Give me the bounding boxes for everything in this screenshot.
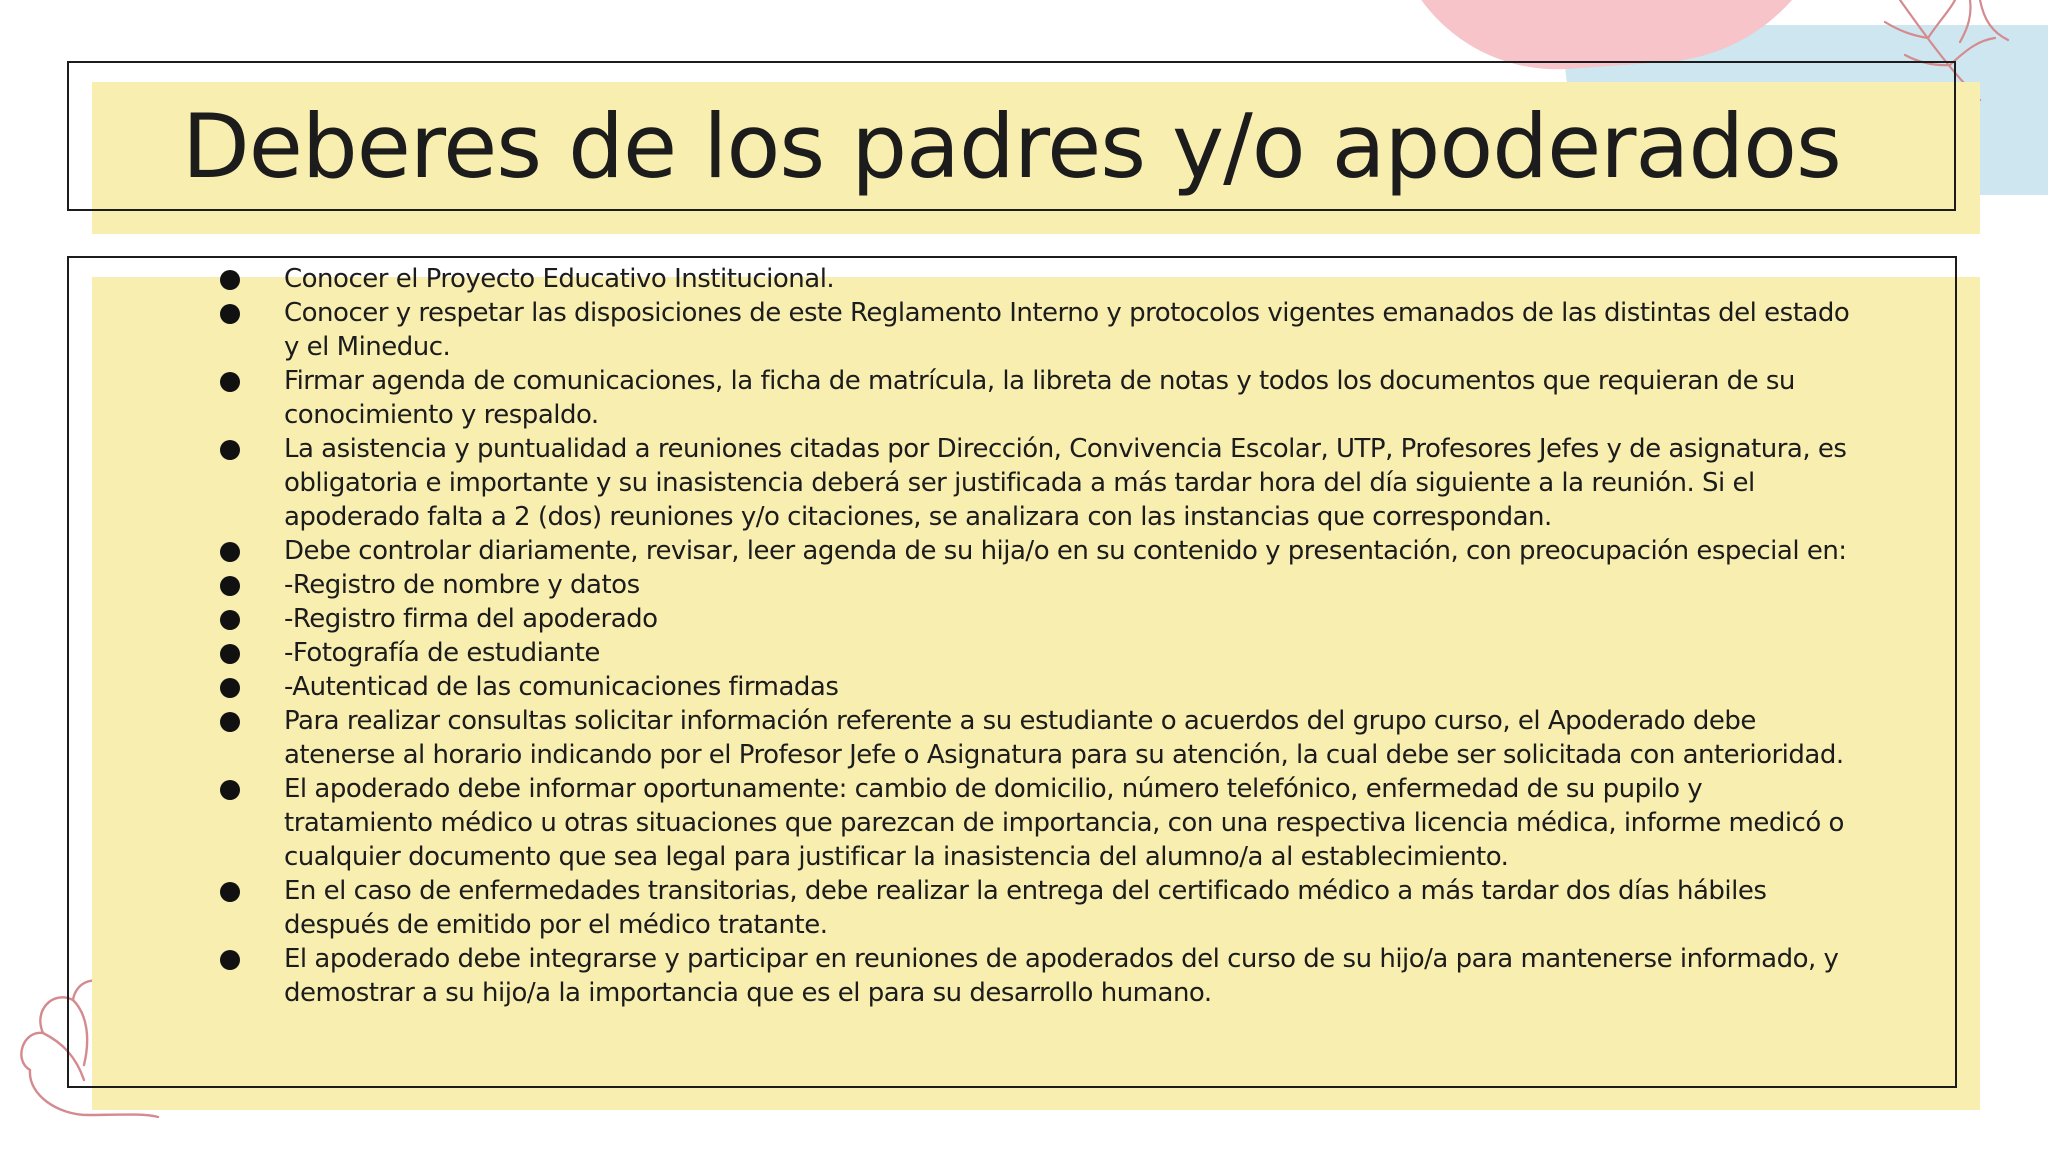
bullet-icon	[220, 440, 240, 460]
bullet-icon	[220, 950, 240, 970]
list-item	[218, 568, 1858, 602]
bullet-icon	[220, 644, 240, 664]
list-item-text: El apoderado debe integrarse y participar en reuniones de apoderados del curso de su hijo/a para mantenerse informado, y demostrar a su hijo/a la importancia que es el para su desarrollo humano.	[284, 944, 1839, 1008]
list-item	[218, 772, 1858, 874]
list-item	[218, 670, 1858, 704]
list-item	[218, 296, 1858, 364]
bullet-icon	[220, 576, 240, 596]
bullet-icon	[220, 712, 240, 732]
list-item-text: -Registro de nombre y datos	[284, 570, 640, 600]
list-item	[218, 262, 1858, 296]
duties-list	[218, 262, 1858, 1010]
list-item-text: Debe controlar diariamente, revisar, leer agenda de su hija/o en su contenido y presentación, con preocupación especial en:	[284, 536, 1847, 566]
bullet-icon	[220, 610, 240, 630]
list-item	[218, 704, 1858, 772]
bullet-icon	[220, 678, 240, 698]
bullet-icon	[220, 270, 240, 290]
list-item	[218, 534, 1858, 568]
list-item	[218, 942, 1858, 1010]
bullet-icon	[220, 882, 240, 902]
list-item	[218, 602, 1858, 636]
bullet-icon	[220, 304, 240, 324]
list-item-text: -Autenticad de las comunicaciones firmadas	[284, 672, 839, 702]
page-title: Deberes de los padres y/o apoderados	[182, 95, 1841, 198]
list-item	[218, 364, 1858, 432]
list-item-text: La asistencia y puntualidad a reuniones citadas por Dirección, Convivencia Escolar, UTP, Profesores Jefes y de asignatura, es obligatoria e importante y su inasistencia deberá ser justificada a más tardar hora del día siguiente a la reunión. Si el apoderado falta a 2 (dos) reuniones y/o citaciones, se analizara con las instancias que correspondan.	[284, 434, 1847, 532]
bullet-icon	[220, 372, 240, 392]
list-item	[218, 432, 1858, 534]
list-item	[218, 636, 1858, 670]
list-item-text: Conocer y respetar las disposiciones de este Reglamento Interno y protocolos vigentes emanados de las distintas del estado y el Mineduc.	[284, 298, 1850, 362]
list-item-text: Conocer el Proyecto Educativo Institucional.	[284, 264, 835, 294]
list-item-text: Para realizar consultas solicitar información referente a su estudiante o acuerdos del grupo curso, el Apoderado debe atenerse al horario indicando por el Profesor Jefe o Asignatura para su atención, la cual debe ser solicitada con anterioridad.	[284, 706, 1844, 770]
list-item-text: En el caso de enfermedades transitorias, debe realizar la entrega del certificado médico a más tardar dos días hábiles después de emitido por el médico tratante.	[284, 876, 1767, 940]
bullet-icon	[220, 542, 240, 562]
list-item	[218, 874, 1858, 942]
list-item-text: El apoderado debe informar oportunamente: cambio de domicilio, número telefónico, enfermedad de su pupilo y tratamiento médico u otras situaciones que parezcan de importancia, con una respectiva licencia médica, informe medicó o cualquier documento que sea legal para justificar la inasistencia del alumno/a al establecimiento.	[284, 774, 1844, 872]
list-item-text: -Fotografía de estudiante	[284, 638, 600, 668]
list-item-text: Firmar agenda de comunicaciones, la ficha de matrícula, la libreta de notas y todos los documentos que requieran de su conocimiento y respaldo.	[284, 366, 1795, 430]
bullet-icon	[220, 780, 240, 800]
list-item-text: -Registro firma del apoderado	[284, 604, 658, 634]
